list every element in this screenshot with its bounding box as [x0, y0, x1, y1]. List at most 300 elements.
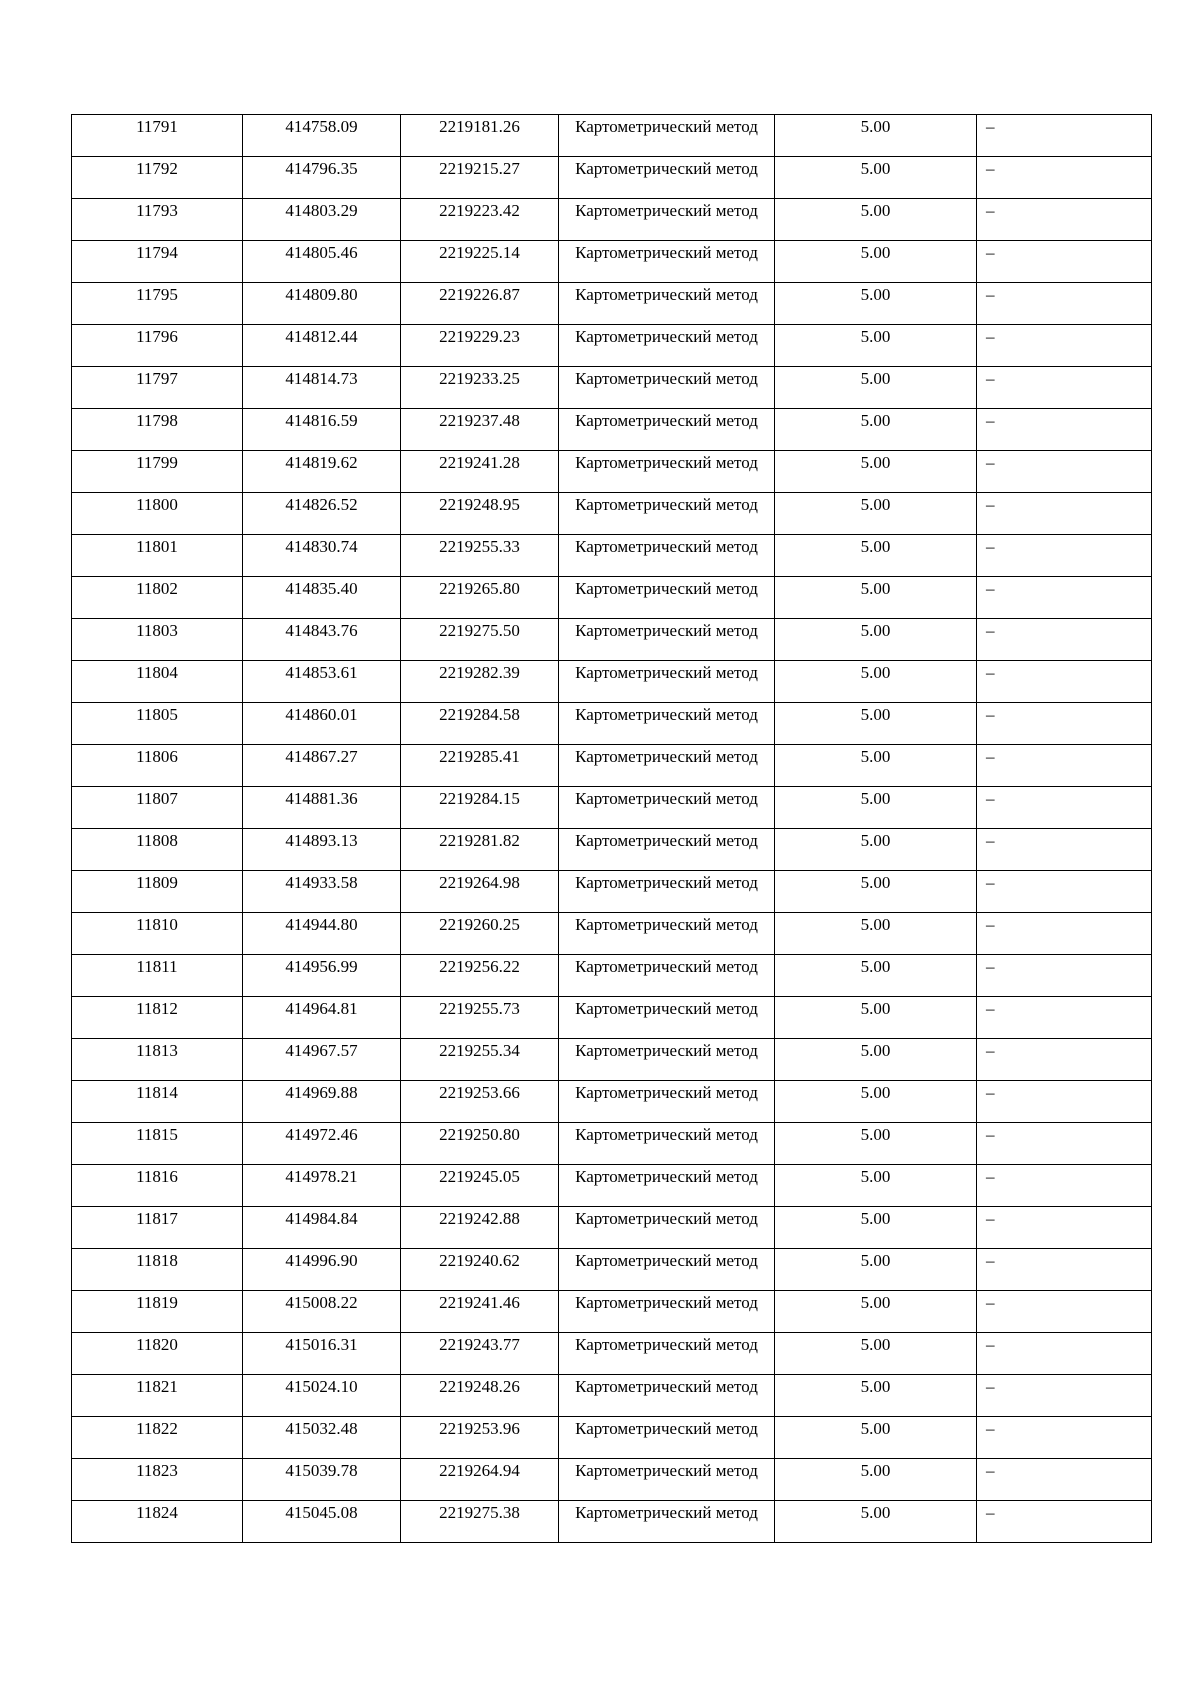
point-number-text: 11795 — [136, 285, 178, 304]
y-coordinate-text: 2219265.80 — [439, 579, 520, 598]
y-coordinate-text: 2219275.50 — [439, 621, 520, 640]
x-coordinate-cell — [243, 661, 401, 703]
accuracy-text: 5.00 — [860, 1503, 891, 1522]
note-cell — [977, 577, 1152, 619]
method-cell — [559, 493, 775, 535]
accuracy-text: 5.00 — [860, 369, 891, 388]
note-cell — [977, 619, 1152, 661]
x-coordinate-text: 414803.29 — [285, 201, 358, 220]
point-number-cell — [72, 703, 243, 745]
point-number-text: 11811 — [136, 957, 178, 976]
y-coordinate-cell — [401, 1333, 559, 1375]
x-coordinate-cell — [243, 703, 401, 745]
y-coordinate-text: 2219225.14 — [439, 243, 520, 262]
note-text: – — [986, 1461, 995, 1480]
method-cell — [559, 1249, 775, 1291]
point-number-cell — [72, 1165, 243, 1207]
note-cell — [977, 787, 1152, 829]
accuracy-cell — [775, 1081, 977, 1123]
note-cell — [977, 1207, 1152, 1249]
method-text: Картометрический метод — [575, 1419, 758, 1438]
y-coordinate-text: 2219275.38 — [439, 1503, 520, 1522]
y-coordinate-cell — [401, 409, 559, 451]
method-text: Картометрический метод — [575, 1167, 758, 1186]
point-number-text: 11818 — [136, 1251, 178, 1270]
y-coordinate-cell — [401, 703, 559, 745]
note-cell — [977, 199, 1152, 241]
method-cell — [559, 871, 775, 913]
point-number-cell — [72, 1249, 243, 1291]
point-number-text: 11824 — [136, 1503, 178, 1522]
method-cell — [559, 115, 775, 157]
x-coordinate-text: 414867.27 — [285, 747, 358, 766]
point-number-cell — [72, 1333, 243, 1375]
x-coordinate-text: 414830.74 — [285, 537, 358, 556]
x-coordinate-text: 414996.90 — [285, 1251, 358, 1270]
x-coordinate-cell — [243, 1207, 401, 1249]
point-number-cell — [72, 283, 243, 325]
x-coordinate-cell — [243, 1081, 401, 1123]
note-cell — [977, 955, 1152, 997]
x-coordinate-cell — [243, 913, 401, 955]
note-cell — [977, 325, 1152, 367]
table-row — [72, 745, 1152, 787]
accuracy-text: 5.00 — [860, 705, 891, 724]
accuracy-cell — [775, 913, 977, 955]
method-text: Картометрический метод — [575, 243, 758, 262]
note-cell — [977, 745, 1152, 787]
method-cell — [559, 1375, 775, 1417]
x-coordinate-cell — [243, 871, 401, 913]
point-number-text: 11806 — [136, 747, 178, 766]
accuracy-text: 5.00 — [860, 1335, 891, 1354]
note-text: – — [986, 579, 995, 598]
x-coordinate-cell — [243, 1417, 401, 1459]
x-coordinate-text: 414860.01 — [285, 705, 358, 724]
x-coordinate-text: 414843.76 — [285, 621, 358, 640]
x-coordinate-cell — [243, 1039, 401, 1081]
table-row — [72, 661, 1152, 703]
accuracy-text: 5.00 — [860, 957, 891, 976]
x-coordinate-text: 415008.22 — [285, 1293, 358, 1312]
accuracy-cell — [775, 241, 977, 283]
point-number-text: 11799 — [136, 453, 178, 472]
note-text: – — [986, 495, 995, 514]
table-row — [72, 1375, 1152, 1417]
x-coordinate-text: 414796.35 — [285, 159, 358, 178]
accuracy-text: 5.00 — [860, 1419, 891, 1438]
x-coordinate-cell — [243, 241, 401, 283]
accuracy-cell — [775, 703, 977, 745]
x-coordinate-text: 414969.88 — [285, 1083, 358, 1102]
method-text: Картометрический метод — [575, 1293, 758, 1312]
x-coordinate-cell — [243, 955, 401, 997]
accuracy-text: 5.00 — [860, 1461, 891, 1480]
point-number-cell — [72, 1123, 243, 1165]
method-cell — [559, 1039, 775, 1081]
note-cell — [977, 703, 1152, 745]
point-number-text: 11800 — [136, 495, 178, 514]
accuracy-text: 5.00 — [860, 1083, 891, 1102]
y-coordinate-cell — [401, 1081, 559, 1123]
x-coordinate-cell — [243, 157, 401, 199]
point-number-text: 11822 — [136, 1419, 178, 1438]
method-cell — [559, 157, 775, 199]
point-number-cell — [72, 955, 243, 997]
point-number-cell — [72, 1081, 243, 1123]
point-number-text: 11802 — [136, 579, 178, 598]
point-number-cell — [72, 493, 243, 535]
accuracy-cell — [775, 1207, 977, 1249]
accuracy-text: 5.00 — [860, 495, 891, 514]
y-coordinate-text: 2219255.34 — [439, 1041, 520, 1060]
x-coordinate-cell — [243, 451, 401, 493]
point-number-cell — [72, 913, 243, 955]
note-text: – — [986, 1377, 995, 1396]
x-coordinate-text: 415024.10 — [285, 1377, 358, 1396]
point-number-text: 11810 — [136, 915, 178, 934]
table-row — [72, 1417, 1152, 1459]
x-coordinate-text: 415045.08 — [285, 1503, 358, 1522]
method-text: Картометрический метод — [575, 1335, 758, 1354]
note-text: – — [986, 747, 995, 766]
note-cell — [977, 997, 1152, 1039]
y-coordinate-cell — [401, 1501, 559, 1543]
note-text: – — [986, 1335, 995, 1354]
x-coordinate-text: 414853.61 — [285, 663, 358, 682]
point-number-cell — [72, 745, 243, 787]
x-coordinate-text: 414805.46 — [285, 243, 358, 262]
method-text: Картометрический метод — [575, 747, 758, 766]
method-cell — [559, 619, 775, 661]
note-cell — [977, 1039, 1152, 1081]
y-coordinate-cell — [401, 1165, 559, 1207]
x-coordinate-text: 414956.99 — [285, 957, 358, 976]
note-cell — [977, 241, 1152, 283]
table-row — [72, 199, 1152, 241]
method-cell — [559, 1501, 775, 1543]
y-coordinate-text: 2219237.48 — [439, 411, 520, 430]
accuracy-text: 5.00 — [860, 831, 891, 850]
table-row — [72, 1249, 1152, 1291]
point-number-text: 11808 — [136, 831, 178, 850]
table-row — [72, 871, 1152, 913]
note-text: – — [986, 1041, 995, 1060]
note-cell — [977, 871, 1152, 913]
y-coordinate-cell — [401, 787, 559, 829]
accuracy-cell — [775, 871, 977, 913]
note-text: – — [986, 621, 995, 640]
y-coordinate-cell — [401, 1123, 559, 1165]
note-text: – — [986, 201, 995, 220]
point-number-cell — [72, 325, 243, 367]
table-row — [72, 115, 1152, 157]
x-coordinate-cell — [243, 535, 401, 577]
method-cell — [559, 1165, 775, 1207]
x-coordinate-cell — [243, 199, 401, 241]
point-number-text: 11804 — [136, 663, 178, 682]
method-text: Картометрический метод — [575, 663, 758, 682]
x-coordinate-text: 414816.59 — [285, 411, 358, 430]
y-coordinate-text: 2219282.39 — [439, 663, 520, 682]
note-cell — [977, 1501, 1152, 1543]
accuracy-text: 5.00 — [860, 327, 891, 346]
note-text: – — [986, 1167, 995, 1186]
method-text: Картометрический метод — [575, 705, 758, 724]
y-coordinate-text: 2219260.25 — [439, 915, 520, 934]
point-number-cell — [72, 577, 243, 619]
x-coordinate-cell — [243, 325, 401, 367]
accuracy-text: 5.00 — [860, 1209, 891, 1228]
accuracy-text: 5.00 — [860, 453, 891, 472]
table-row — [72, 367, 1152, 409]
accuracy-cell — [775, 955, 977, 997]
x-coordinate-cell — [243, 409, 401, 451]
x-coordinate-cell — [243, 619, 401, 661]
note-cell — [977, 1123, 1152, 1165]
point-number-cell — [72, 1375, 243, 1417]
y-coordinate-cell — [401, 913, 559, 955]
accuracy-cell — [775, 535, 977, 577]
table-row — [72, 283, 1152, 325]
x-coordinate-text: 414758.09 — [285, 117, 358, 136]
accuracy-text: 5.00 — [860, 621, 891, 640]
note-text: – — [986, 1293, 995, 1312]
method-cell — [559, 1081, 775, 1123]
accuracy-text: 5.00 — [860, 999, 891, 1018]
table-row — [72, 1165, 1152, 1207]
point-number-cell — [72, 787, 243, 829]
note-cell — [977, 409, 1152, 451]
note-text: – — [986, 999, 995, 1018]
table-row — [72, 1207, 1152, 1249]
y-coordinate-text: 2219253.66 — [439, 1083, 520, 1102]
method-text: Картометрический метод — [575, 1251, 758, 1270]
x-coordinate-cell — [243, 1375, 401, 1417]
accuracy-cell — [775, 619, 977, 661]
accuracy-cell — [775, 283, 977, 325]
x-coordinate-text: 414812.44 — [285, 327, 358, 346]
accuracy-cell — [775, 787, 977, 829]
point-number-cell — [72, 367, 243, 409]
y-coordinate-text: 2219250.80 — [439, 1125, 520, 1144]
point-number-text: 11798 — [136, 411, 178, 430]
y-coordinate-text: 2219264.98 — [439, 873, 520, 892]
point-number-text: 11809 — [136, 873, 178, 892]
table-row — [72, 535, 1152, 577]
point-number-text: 11814 — [136, 1083, 178, 1102]
point-number-text: 11796 — [136, 327, 178, 346]
method-text: Картометрический метод — [575, 1125, 758, 1144]
y-coordinate-text: 2219255.73 — [439, 999, 520, 1018]
x-coordinate-cell — [243, 367, 401, 409]
point-number-text: 11803 — [136, 621, 178, 640]
point-number-text: 11816 — [136, 1167, 178, 1186]
method-cell — [559, 283, 775, 325]
x-coordinate-cell — [243, 829, 401, 871]
method-text: Картометрический метод — [575, 369, 758, 388]
table-row — [72, 703, 1152, 745]
y-coordinate-cell — [401, 283, 559, 325]
method-text: Картометрический метод — [575, 495, 758, 514]
note-cell — [977, 115, 1152, 157]
x-coordinate-text: 414944.80 — [285, 915, 358, 934]
y-coordinate-cell — [401, 199, 559, 241]
accuracy-cell — [775, 493, 977, 535]
table-row — [72, 997, 1152, 1039]
x-coordinate-cell — [243, 1333, 401, 1375]
x-coordinate-text: 414809.80 — [285, 285, 358, 304]
accuracy-cell — [775, 745, 977, 787]
x-coordinate-text: 414972.46 — [285, 1125, 358, 1144]
note-text: – — [986, 369, 995, 388]
y-coordinate-text: 2219226.87 — [439, 285, 520, 304]
y-coordinate-text: 2219241.46 — [439, 1293, 520, 1312]
accuracy-cell — [775, 1291, 977, 1333]
y-coordinate-cell — [401, 871, 559, 913]
x-coordinate-cell — [243, 283, 401, 325]
method-cell — [559, 199, 775, 241]
y-coordinate-text: 2219253.96 — [439, 1419, 520, 1438]
method-cell — [559, 409, 775, 451]
point-number-text: 11817 — [136, 1209, 178, 1228]
method-cell — [559, 367, 775, 409]
accuracy-cell — [775, 1039, 977, 1081]
x-coordinate-text: 414835.40 — [285, 579, 358, 598]
accuracy-cell — [775, 577, 977, 619]
note-cell — [977, 913, 1152, 955]
method-cell — [559, 1417, 775, 1459]
x-coordinate-text: 414967.57 — [285, 1041, 358, 1060]
accuracy-text: 5.00 — [860, 285, 891, 304]
accuracy-text: 5.00 — [860, 747, 891, 766]
accuracy-text: 5.00 — [860, 1377, 891, 1396]
accuracy-cell — [775, 1459, 977, 1501]
table-row — [72, 913, 1152, 955]
y-coordinate-text: 2219284.58 — [439, 705, 520, 724]
accuracy-text: 5.00 — [860, 1167, 891, 1186]
note-cell — [977, 1417, 1152, 1459]
accuracy-text: 5.00 — [860, 411, 891, 430]
coordinates-table — [71, 114, 1152, 1543]
y-coordinate-text: 2219255.33 — [439, 537, 520, 556]
note-text: – — [986, 327, 995, 346]
accuracy-cell — [775, 115, 977, 157]
y-coordinate-cell — [401, 955, 559, 997]
accuracy-cell — [775, 1417, 977, 1459]
point-number-cell — [72, 1207, 243, 1249]
accuracy-text: 5.00 — [860, 537, 891, 556]
note-cell — [977, 1249, 1152, 1291]
accuracy-cell — [775, 829, 977, 871]
table-row — [72, 787, 1152, 829]
method-text: Картометрический метод — [575, 1209, 758, 1228]
method-text: Картометрический метод — [575, 411, 758, 430]
table-row — [72, 619, 1152, 661]
y-coordinate-cell — [401, 1039, 559, 1081]
note-text: – — [986, 1419, 995, 1438]
note-cell — [977, 367, 1152, 409]
note-text: – — [986, 873, 995, 892]
note-text: – — [986, 1125, 995, 1144]
x-coordinate-text: 414984.84 — [285, 1209, 358, 1228]
coordinates-table-body — [72, 115, 1152, 1543]
note-cell — [977, 535, 1152, 577]
method-text: Картометрический метод — [575, 453, 758, 472]
method-cell — [559, 241, 775, 283]
method-text: Картометрический метод — [575, 1377, 758, 1396]
method-cell — [559, 451, 775, 493]
point-number-text: 11797 — [136, 369, 178, 388]
method-cell — [559, 661, 775, 703]
note-cell — [977, 1165, 1152, 1207]
method-cell — [559, 787, 775, 829]
y-coordinate-text: 2219281.82 — [439, 831, 520, 850]
table-row — [72, 955, 1152, 997]
y-coordinate-cell — [401, 1207, 559, 1249]
method-cell — [559, 1333, 775, 1375]
y-coordinate-cell — [401, 661, 559, 703]
point-number-text: 11807 — [136, 789, 178, 808]
y-coordinate-cell — [401, 157, 559, 199]
table-row — [72, 325, 1152, 367]
y-coordinate-text: 2219284.15 — [439, 789, 520, 808]
x-coordinate-text: 415016.31 — [285, 1335, 358, 1354]
point-number-cell — [72, 1417, 243, 1459]
method-cell — [559, 325, 775, 367]
note-text: – — [986, 453, 995, 472]
y-coordinate-cell — [401, 829, 559, 871]
method-text: Картометрический метод — [575, 621, 758, 640]
y-coordinate-text: 2219223.42 — [439, 201, 520, 220]
accuracy-cell — [775, 1375, 977, 1417]
table-row — [72, 409, 1152, 451]
y-coordinate-text: 2219240.62 — [439, 1251, 520, 1270]
point-number-cell — [72, 1459, 243, 1501]
y-coordinate-text: 2219181.26 — [439, 117, 520, 136]
point-number-text: 11821 — [136, 1377, 178, 1396]
table-row — [72, 1501, 1152, 1543]
note-text: – — [986, 789, 995, 808]
method-text: Картометрический метод — [575, 999, 758, 1018]
x-coordinate-cell — [243, 1501, 401, 1543]
x-coordinate-cell — [243, 787, 401, 829]
table-row — [72, 1123, 1152, 1165]
point-number-cell — [72, 997, 243, 1039]
note-text: – — [986, 1083, 995, 1102]
point-number-cell — [72, 115, 243, 157]
table-row — [72, 1081, 1152, 1123]
y-coordinate-cell — [401, 241, 559, 283]
y-coordinate-text: 2219233.25 — [439, 369, 520, 388]
y-coordinate-cell — [401, 619, 559, 661]
table-row — [72, 829, 1152, 871]
y-coordinate-text: 2219248.26 — [439, 1377, 520, 1396]
point-number-text: 11820 — [136, 1335, 178, 1354]
method-cell — [559, 1459, 775, 1501]
method-text: Картометрический метод — [575, 579, 758, 598]
x-coordinate-text: 414893.13 — [285, 831, 358, 850]
accuracy-text: 5.00 — [860, 663, 891, 682]
x-coordinate-text: 415032.48 — [285, 1419, 358, 1438]
method-cell — [559, 1291, 775, 1333]
note-text: – — [986, 1503, 995, 1522]
method-cell — [559, 829, 775, 871]
x-coordinate-text: 414881.36 — [285, 789, 358, 808]
table-row — [72, 493, 1152, 535]
y-coordinate-cell — [401, 1375, 559, 1417]
point-number-text: 11805 — [136, 705, 178, 724]
